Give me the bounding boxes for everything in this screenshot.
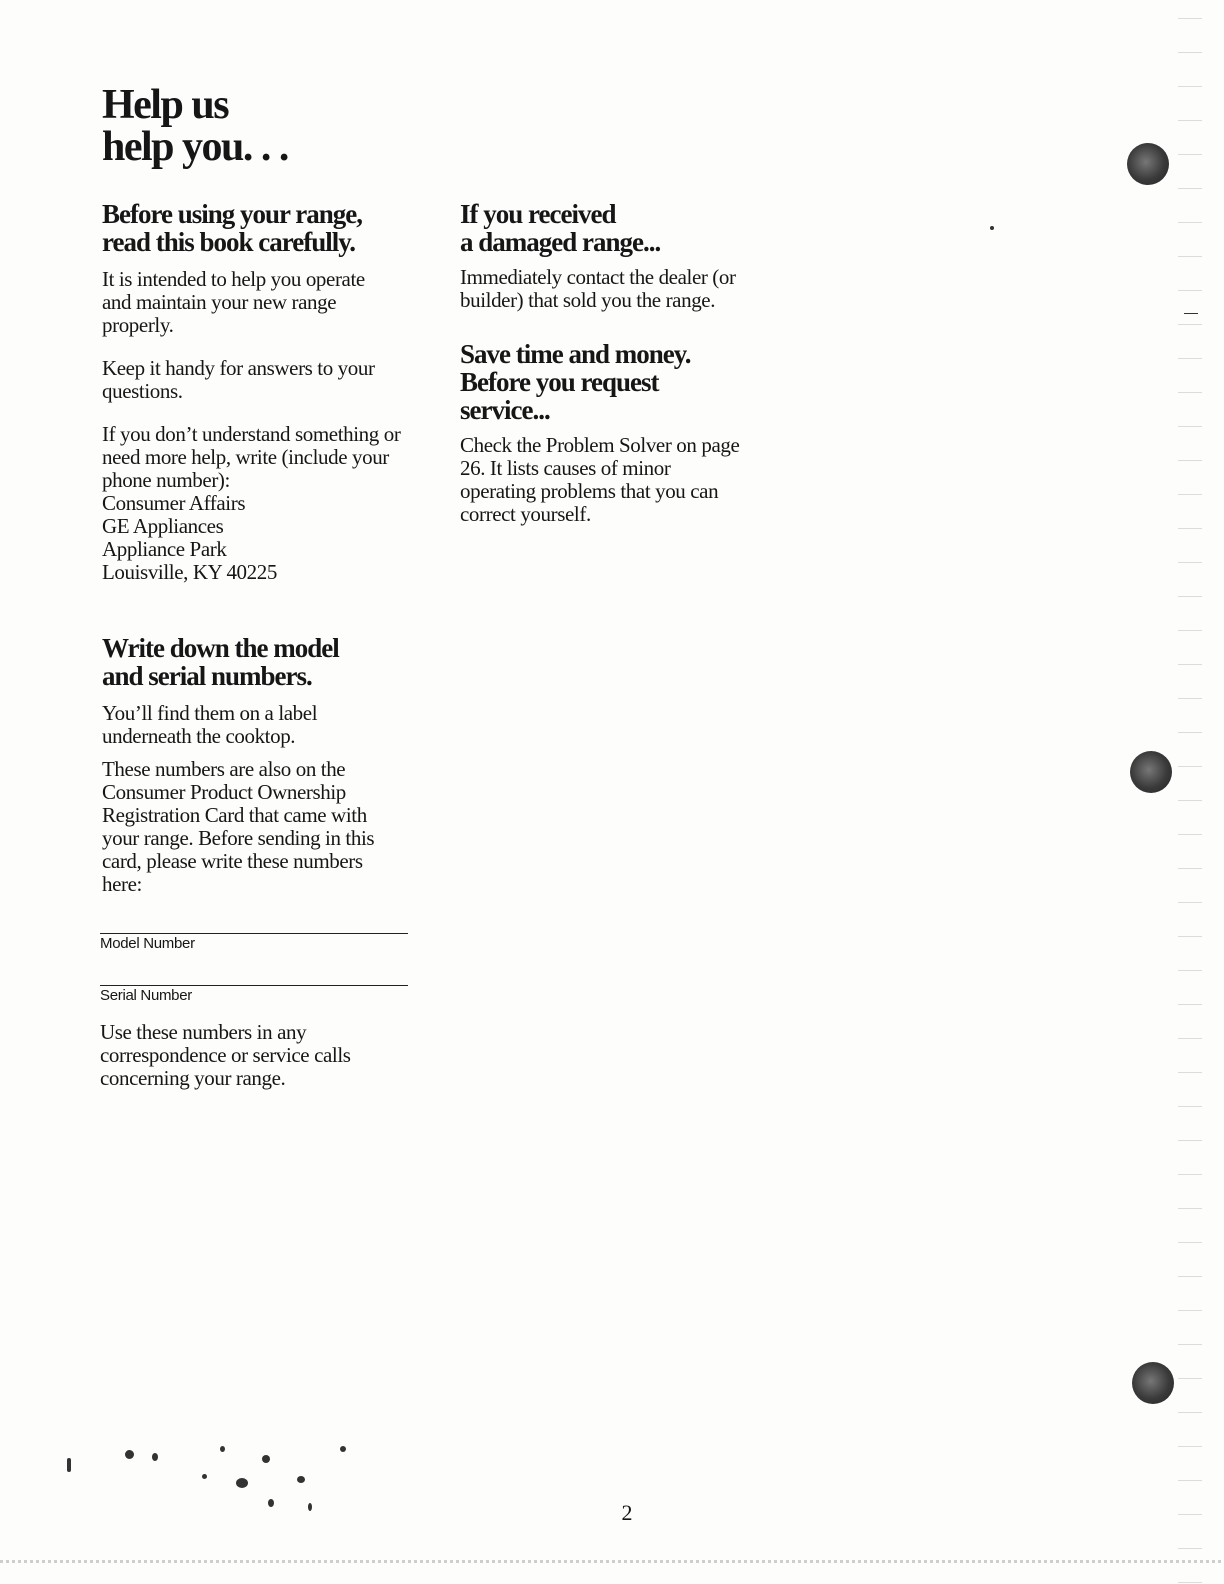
- before-using-paragraph-3: If you don’t understand something or need more help, write (include your phone number):: [102, 422, 401, 492]
- binder-hole-icon: [1130, 751, 1172, 793]
- scan-speck: [125, 1450, 134, 1459]
- scan-speck: [220, 1446, 225, 1452]
- before-using-heading-line-2: read this book carefully.: [102, 227, 356, 257]
- save-time-paragraph: Check the Problem Solver on page 26. It lists causes of minor operating problems that you can correct yourself.: [460, 433, 740, 526]
- scan-speck: [67, 1458, 71, 1472]
- write-down-paragraph-2: These numbers are also on the Consumer Product Ownership Registration Card that came with your range. Before sending in this card, please write these numbers here:: [102, 757, 375, 896]
- address-line-3: Appliance Park: [102, 537, 227, 561]
- scan-speck: [308, 1503, 312, 1511]
- scan-speck: [262, 1455, 270, 1463]
- save-time-heading-line-2: Before you request: [460, 367, 659, 397]
- scan-speck: [268, 1499, 274, 1507]
- binder-hole-icon: [1132, 1362, 1174, 1404]
- scan-speck: [152, 1453, 158, 1461]
- damaged-range-section: [460, 200, 790, 312]
- damaged-range-heading-line-2: a damaged range...: [460, 227, 661, 257]
- damaged-range-heading-line-1: If you received: [460, 199, 616, 229]
- write-down-section: [102, 634, 432, 896]
- before-using-section: [102, 200, 432, 584]
- model-number-label: Model Number: [100, 935, 195, 952]
- scan-speck: [340, 1446, 346, 1452]
- serial-number-label: Serial Number: [100, 987, 192, 1004]
- write-down-paragraph-1: You’ll find them on a label underneath the cooktop.: [102, 701, 318, 748]
- damaged-range-heading: [460, 200, 790, 256]
- page-title-line-2: help you. . .: [102, 124, 288, 170]
- page-title-line-1: Help us: [102, 82, 229, 128]
- scan-speck: [297, 1476, 305, 1483]
- address-line-1: Consumer Affairs: [102, 491, 246, 515]
- before-using-paragraph-2: Keep it handy for answers to your questions.: [102, 356, 375, 403]
- page-number: 2: [621, 1500, 633, 1525]
- save-time-heading-line-3: service...: [460, 395, 550, 425]
- scan-edge-artifact: [1178, 0, 1202, 1584]
- before-using-heading: [102, 200, 432, 256]
- mailing-address: [102, 492, 432, 584]
- binder-hole-icon: [1127, 143, 1169, 185]
- save-time-section: [460, 340, 790, 526]
- before-using-heading-line-1: Before using your range,: [102, 199, 363, 229]
- write-down-heading: [102, 634, 432, 690]
- save-time-heading: [460, 340, 790, 424]
- scan-speck: [1184, 313, 1198, 314]
- serial-number-line[interactable]: [100, 985, 408, 986]
- model-number-line[interactable]: [100, 933, 408, 934]
- address-line-2: GE Appliances: [102, 514, 224, 538]
- page-title: [102, 84, 288, 168]
- address-line-4: Louisville, KY 40225: [102, 560, 277, 584]
- write-down-heading-line-1: Write down the model: [102, 633, 339, 663]
- save-time-heading-line-1: Save time and money.: [460, 339, 691, 369]
- damaged-range-paragraph: Immediately contact the dealer (or builder) that sold you the range.: [460, 265, 736, 312]
- scan-speck: [236, 1478, 248, 1488]
- scan-speck: [990, 226, 994, 230]
- before-using-paragraph-1: It is intended to help you operate and maintain your new range properly.: [102, 267, 365, 337]
- scan-speck: [202, 1474, 207, 1479]
- write-down-heading-line-2: and serial numbers.: [102, 661, 312, 691]
- write-down-paragraph-3: Use these numbers in any correspondence or service calls concerning your range.: [100, 1020, 351, 1090]
- scan-bottom-artifact: [0, 1560, 1224, 1563]
